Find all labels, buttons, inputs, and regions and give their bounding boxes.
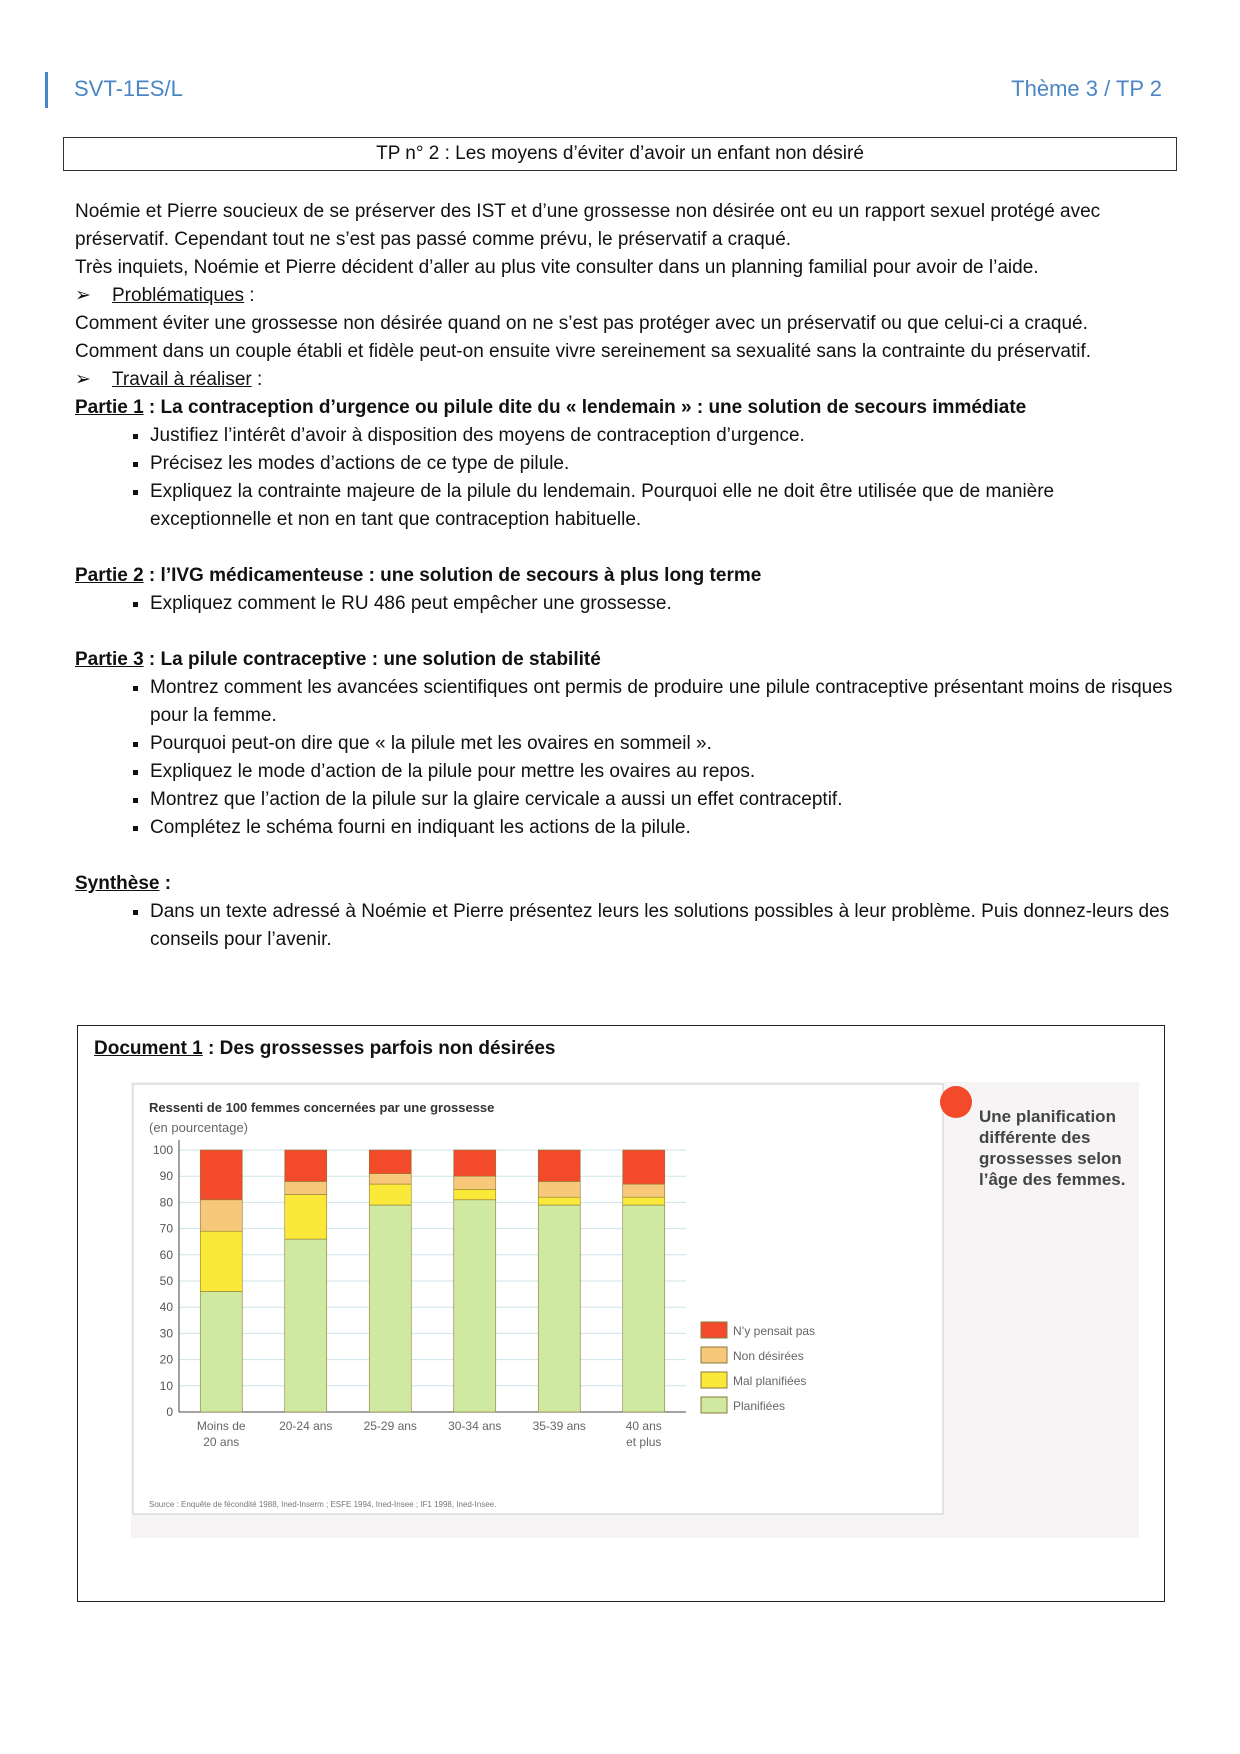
problematique-2: Comment dans un couple établi et fidèle peut-on ensuite vivre sereinement sa sexualité sans la contrainte du préservatif. [75,341,1092,362]
bar-segment [200,1150,242,1200]
problematique-1: Comment éviter une grossesse non désirée quand on ne s’est pas protéger avec un préservatif ou que celui-ci a craqué. [75,313,1088,334]
bar-segment [538,1197,580,1205]
x-tick-label: et plus [626,1435,662,1449]
list-item: ▪ Justifiez l’intérêt d’avoir à disposition des moyens de contraception d’urgence. [150,422,1175,450]
y-tick-label: 80 [159,1195,173,1210]
bar-segment [200,1200,242,1231]
list-item: ▪ Montrez comment les avancées scientifiques ont permis de produire une pilule contraceptive présentant moins de risques pour la femme. [150,674,1175,730]
legend-label: Mal planifiées [733,1374,807,1388]
chart-figure [131,1082,1139,1538]
bar-segment [200,1231,242,1291]
header-right: Thème 3 / TP 2 [1011,76,1162,101]
list-item: ▪ Pourquoi peut-on dire que « la pilule met les ovaires en sommeil ». [150,730,1175,758]
bar-segment [285,1150,327,1181]
chart-source: Source : Enquête de fécondité 1988, Ined-Inserm ; ESFE 1994, Ined-Insee ; IF1 1998, Ined-Insee. [149,1500,497,1509]
list-item: ▪ Complétez le schéma fourni en indiquant les actions de la pilule. [150,814,1175,842]
travail-heading: ➢ Travail à réaliser : [75,366,1175,394]
bar-segment [454,1176,496,1189]
list-item: ▪ Montrez que l’action de la pilule sur la glaire cervicale a aussi un effet contraceptif. [150,786,1175,814]
bar-segment [369,1184,411,1205]
header-accent-bar [45,72,48,108]
bar-segment [623,1205,665,1412]
bar-segment [538,1150,580,1181]
red-dot-icon [940,1086,972,1118]
bar-segment [369,1205,411,1412]
bar-segment [285,1181,327,1194]
legend-label: Planifiées [733,1399,786,1413]
y-tick-label: 60 [159,1247,173,1262]
bar-segment [623,1150,665,1184]
bar-segment [454,1150,496,1176]
intro-1: Noémie et Pierre soucieux de se préserver des IST et d’une grossesse non désirée ont eu un rapport sexuel protégé avec préservatif. Cependant tout ne s’est pas passé comme prévu, le préservatif a craqué. [75,201,1101,250]
x-tick-label: 25-29 ans [363,1419,417,1433]
legend-swatch [701,1347,727,1363]
legend-swatch [701,1397,727,1413]
problematiques-heading: ➢ Problématiques : [75,282,1175,310]
chart-title: Ressenti de 100 femmes concernées par une grossesse [149,1100,495,1115]
bar-segment [623,1184,665,1197]
legend-label: Non désirées [733,1349,804,1363]
list-item: ▪ Expliquez le mode d’action de la pilule pour mettre les ovaires au repos. [150,758,1175,786]
y-tick-label: 20 [159,1352,173,1367]
legend-swatch [701,1322,727,1338]
bar-segment [538,1205,580,1412]
list-item: ▪ Expliquez la contrainte majeure de la pilule du lendemain. Pourquoi elle ne doit être utilisée que de manière exceptionnelle et non en tant que contraception habituelle. [150,478,1175,534]
bar-segment [454,1189,496,1199]
chart-subtitle: (en pourcentage) [149,1120,249,1135]
synthese-list [75,898,1175,954]
y-tick-label: 90 [159,1169,173,1184]
y-tick-label: 50 [159,1274,173,1288]
x-tick-label: 30-34 ans [448,1419,502,1433]
bar-segment [454,1200,496,1412]
x-tick-label: 40 ans [625,1419,662,1433]
partie-1-heading: Partie 1 : La contraception d’urgence ou pilule dite du « lendemain » : une solution de secours immédiate [75,397,1027,418]
y-tick-label: 70 [159,1221,173,1236]
list-item: ▪ Dans un texte adressé à Noémie et Pierre présentez leurs les solutions possibles à leur problème. Puis donnez-leurs des conseils pour l’avenir. [150,898,1175,954]
legend-label: N’y pensait pas [733,1324,816,1338]
y-tick-label: 100 [152,1143,173,1157]
bar-segment [623,1197,665,1205]
document-title: Document 1 : Des grossesses parfois non désirées [94,1038,556,1059]
y-tick-label: 40 [159,1300,173,1315]
x-tick-label: 35-39 ans [532,1419,586,1433]
intro-2: Très inquiets, Noémie et Pierre décident d’aller au plus vite consulter dans un planning familial pour avoir de l’aide. [75,257,1039,278]
partie-1-list [75,422,1175,534]
arrow-bullet-icon: ➢ [75,285,91,306]
bar-segment [285,1195,327,1240]
partie-3-heading: Partie 3 : La pilule contraceptive : une solution de stabilité [75,649,601,670]
list-item: ▪ Expliquez comment le RU 486 peut empêcher une grossesse. [150,590,1175,618]
header-left: SVT-1ES/L [74,76,183,101]
list-item: ▪ Précisez les modes d’actions de ce type de pilule. [150,450,1175,478]
bar-segment [200,1291,242,1412]
bar-segment [285,1239,327,1412]
bar-segment [369,1150,411,1174]
synthese-heading: Synthèse : [75,873,172,894]
bar-segment [369,1174,411,1184]
page-title: TP n° 2 : Les moyens d’éviter d’avoir un enfant non désiré [63,137,1177,171]
document-1-box [77,1025,1165,1602]
partie-2-heading: Partie 2 : l’IVG médicamenteuse : une solution de secours à plus long terme [75,565,762,586]
stacked-bar-chart [131,1082,1139,1538]
x-tick-label: Moins de [196,1419,246,1433]
partie-2-list [75,590,1175,618]
arrow-bullet-icon: ➢ [75,369,91,390]
body-text [75,198,1175,954]
chart-caption: Une planification différente des grossesses selon l’âge des femmes. [979,1107,1126,1189]
legend-swatch [701,1372,727,1388]
y-tick-label: 10 [159,1378,173,1393]
bar-segment [538,1181,580,1197]
partie-3-list [75,674,1175,842]
x-tick-label: 20-24 ans [279,1419,333,1433]
y-tick-label: 0 [166,1405,173,1419]
x-tick-label: 20 ans [203,1435,240,1449]
y-tick-label: 30 [159,1326,173,1341]
